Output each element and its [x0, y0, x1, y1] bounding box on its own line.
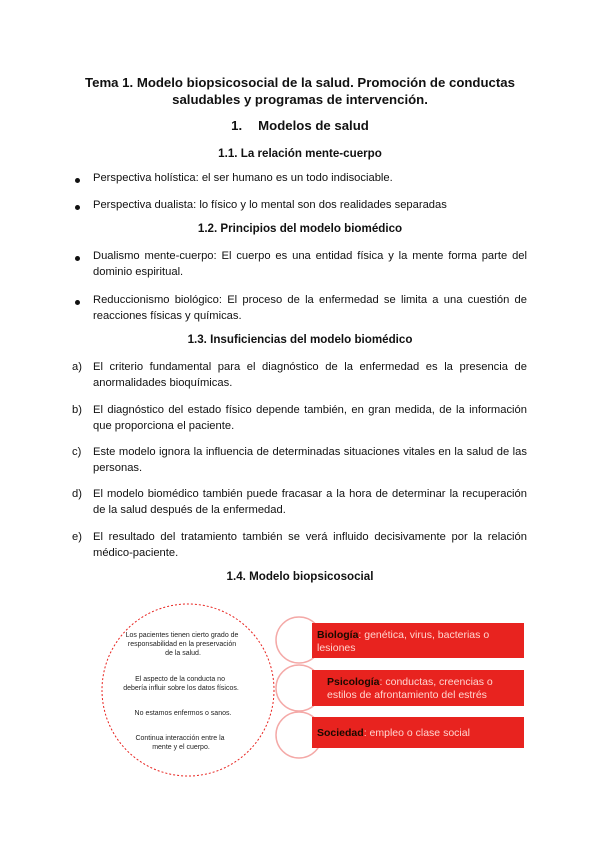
list-item: El resultado del tratamiento también se verá influido decisivamente por la relación médico-paciente.: [93, 531, 527, 559]
circle-item: [135, 710, 232, 717]
section-1-number: 1.: [231, 118, 243, 133]
section-1-1-heading: 1.1. La relación mente-cuerpo: [218, 147, 382, 160]
circle-item: [135, 735, 226, 751]
circle-item-line: responsabilidad en la preservación: [127, 641, 237, 648]
sociedad-label: Sociedad: [317, 727, 364, 739]
section-1-title: Modelos de salud: [258, 118, 369, 133]
circle-item-line: No estamos enfermos o sanos.: [134, 710, 232, 717]
circle-item-line: mente y el cuerpo.: [152, 744, 210, 751]
list-item: Dualismo mente-cuerpo: El cuerpo es una entidad física y la mente forma parte del dominio espiritual.: [93, 250, 527, 278]
section-1-3-heading: 1.3. Insuficiencias del modelo biomédico: [187, 333, 413, 346]
biologia-label: Biología: [317, 629, 359, 641]
psicologia-desc: : conductas, creencias o: [379, 676, 493, 688]
circle-item: [126, 632, 241, 657]
biologia-desc-line: lesiones: [317, 642, 356, 654]
circle-item: [123, 676, 239, 692]
list-marker: a): [72, 361, 82, 373]
circle-item-line: debería influir sobre los datos físicos.: [123, 685, 239, 692]
list-item: El diagnóstico del estado físico depende también, en gran medida, de la información que proporciona el paciente.: [93, 404, 527, 432]
psicologia-label: Psicología: [327, 676, 380, 688]
sociedad-text: [317, 727, 470, 739]
circle-item-line: Los pacientes tienen cierto grado de: [125, 632, 239, 639]
list-item: Perspectiva holística: el ser humano es un todo indisociable.: [93, 172, 393, 184]
list-item: El modelo biomédico también puede fracasar a la hora de determinar la recuperación de la salud después de la enfermedad.: [93, 488, 527, 516]
circle-item-line: El aspecto de la conducta no: [135, 676, 225, 683]
list-marker: b): [72, 404, 82, 416]
sociedad-desc: : empleo o clase social: [363, 727, 470, 739]
page-title: Tema 1. Modelo biopsicosocial de la salud. Promoción de conductas saludables y programas de intervención.: [85, 75, 515, 107]
list-item: Este modelo ignora la influencia de determinadas situaciones vitales en la salud de las personas.: [93, 446, 527, 474]
list-marker: c): [72, 446, 82, 458]
circle-item-line: Continua interacción entre la: [135, 735, 225, 742]
biologia-desc: : genética, virus, bacterias o: [358, 629, 490, 641]
list-item: Perspectiva dualista: lo físico y lo mental son dos realidades separadas: [93, 199, 447, 211]
section-1-4-heading: 1.4. Modelo biopsicosocial: [226, 570, 374, 583]
list-marker: d): [72, 488, 82, 500]
list-item: El criterio fundamental para el diagnóstico de la enfermedad es la presencia de anormalidades bioquímicas.: [93, 361, 527, 389]
psicologia-desc-line: estilos de afrontamiento del estrés: [327, 689, 487, 701]
list-item: Reduccionismo biológico: El proceso de la enfermedad se limita a una cuestión de reacciones físicas y químicas.: [93, 294, 527, 322]
psicologia-text: [327, 676, 496, 701]
list-marker: e): [72, 531, 82, 543]
section-1-2-heading: 1.2. Principios del modelo biomédico: [197, 222, 403, 235]
circle-item-line: de la salud.: [165, 650, 201, 657]
